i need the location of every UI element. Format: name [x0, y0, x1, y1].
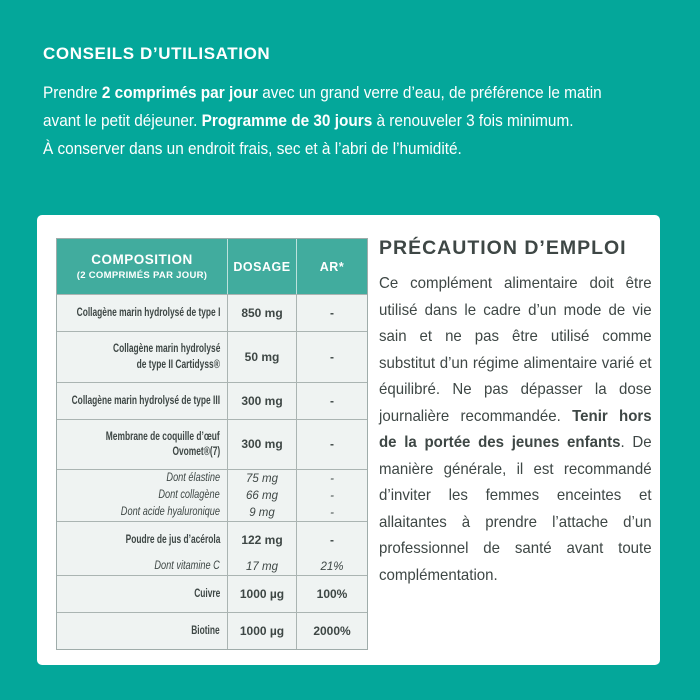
- ingredient-name: [57, 558, 227, 575]
- table-header: [57, 239, 367, 294]
- ingredient-name: [57, 383, 227, 419]
- dosage-value: 1000 µg: [227, 576, 296, 612]
- dosage-value: 17 mg: [227, 558, 296, 575]
- ingredient-name: [57, 332, 227, 382]
- ingredient-name: [57, 420, 227, 470]
- ar-value: -: [296, 295, 367, 331]
- ar-value: -: [296, 504, 367, 521]
- header-dosage: DOSAGE: [227, 239, 296, 294]
- ingredient-name-line: Dont élastine: [166, 471, 220, 484]
- ingredient-name-line: Membrane de coquille d’œuf: [106, 428, 220, 443]
- ar-value: 2000%: [296, 613, 367, 649]
- dosage-value: 1000 µg: [227, 613, 296, 649]
- bold-text-run: Tenir hors de la portée des jeunes enfants: [379, 407, 652, 451]
- table-row: [57, 558, 367, 575]
- text-run: avant le petit déjeuner.: [43, 112, 202, 130]
- ingredient-name-line: de type II Cartidyss®: [136, 356, 220, 371]
- dosage-value: 300 mg: [227, 420, 296, 470]
- dosage-value: 75 mg: [227, 470, 296, 487]
- usage-section: [43, 44, 670, 163]
- table-row: [57, 612, 367, 649]
- ar-value: -: [296, 420, 367, 470]
- table-row: [57, 419, 367, 470]
- table-row: [57, 382, 367, 419]
- usage-text: [43, 79, 626, 163]
- table-row: [57, 469, 367, 487]
- text-run: . De manière générale, il est recommandé d’inviter les femmes enceintes et allaitantes à prendre l’attache d’un professionnel de santé avant toute complémentation.: [379, 434, 652, 584]
- text-run: À conserver dans un endroit frais, sec et à l’abri de l’humidité.: [43, 140, 462, 158]
- text-run: Ce complément alimentaire doit être utilisé dans le cadre d’un mode de vie sain et ne pas être utilisé comme substitut d’un régime alimentaire varié et équilibré. Ne pas dépasser la dose journalière recommandée.: [379, 275, 652, 425]
- ingredient-name: [57, 576, 227, 612]
- ingredient-name: [57, 522, 227, 558]
- header-composition-title: COMPOSITION: [91, 252, 193, 267]
- precaution-section: [379, 237, 651, 589]
- table-row: [57, 575, 367, 612]
- usage-title: CONSEILS D’UTILISATION: [43, 44, 271, 63]
- ingredient-name: [57, 487, 227, 504]
- bold-text-run: Programme de 30 jours: [201, 112, 373, 130]
- text-run: à renouveler 3 fois minimum.: [372, 112, 574, 130]
- ingredient-name-line: Dont acide hyaluronique: [120, 505, 220, 518]
- ar-value: 21%: [296, 558, 367, 575]
- ingredient-name-line: Collagène marin hydrolysé de type I: [76, 305, 220, 320]
- table-row: [57, 504, 367, 521]
- table-row: [57, 294, 367, 331]
- ar-value: -: [296, 383, 367, 419]
- ar-value: -: [296, 522, 367, 558]
- ingredient-name-line: Biotine: [191, 623, 220, 638]
- dosage-value: 122 mg: [227, 522, 296, 558]
- table-body: [57, 294, 367, 649]
- dosage-value: 9 mg: [227, 504, 296, 521]
- ingredient-name-line: Poudre de jus d’acérola: [125, 532, 220, 547]
- dosage-value: 850 mg: [227, 295, 296, 331]
- header-composition-subtitle: (2 COMPRIMÉS PAR JOUR): [76, 270, 208, 281]
- text-run: Prendre: [43, 84, 102, 102]
- dosage-value: 50 mg: [227, 332, 296, 382]
- text-run: avec un grand verre d’eau, de préférence le matin: [257, 84, 602, 102]
- ingredient-name: [57, 504, 227, 521]
- precaution-text: [379, 271, 652, 589]
- ar-value: -: [296, 487, 367, 504]
- ingredient-name-line: Ovomet®(7): [172, 444, 220, 459]
- dosage-value: 300 mg: [227, 383, 296, 419]
- ar-value: 100%: [296, 576, 367, 612]
- ingredient-name-line: Collagène marin hydrolysé: [112, 341, 220, 355]
- table-row: [57, 487, 367, 504]
- table-row: [57, 521, 367, 558]
- ingredient-name: [57, 295, 227, 331]
- ingredient-name-line: Cuivre: [193, 586, 220, 601]
- precaution-title: PRÉCAUTION D’EMPLOI: [379, 237, 627, 259]
- ingredient-name: [57, 470, 227, 487]
- header-composition: [57, 239, 227, 294]
- info-card: [37, 215, 660, 665]
- header-ar: AR*: [296, 239, 367, 294]
- ingredient-name: [57, 613, 227, 649]
- composition-table: [56, 238, 368, 650]
- ar-value: -: [296, 470, 367, 487]
- ingredient-name-line: Collagène marin hydrolysé de type III: [71, 392, 220, 407]
- bold-text-run: 2 comprimés par jour: [101, 84, 258, 102]
- table-row: [57, 331, 367, 382]
- ingredient-name-line: Dont collagène: [158, 488, 220, 501]
- ar-value: -: [296, 332, 367, 382]
- dosage-value: 66 mg: [227, 487, 296, 504]
- ingredient-name-line: Dont vitamine C: [154, 559, 220, 572]
